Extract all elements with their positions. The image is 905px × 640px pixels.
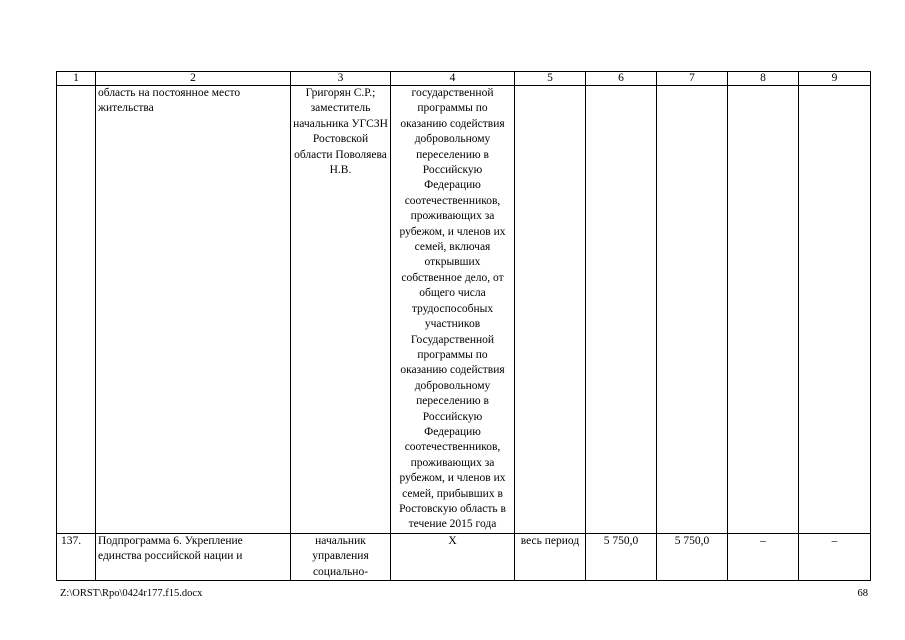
amount-cell: 5 750,0 xyxy=(586,533,657,580)
indicator-cell: государственной программы по оказанию содействия добровольному переселению в Российскую Федерацию соотечественников, проживающих за рубежом, и членов их семей, включая открывших собственное дело, от общего числа трудоспособных участников Государственной программы по оказанию содействия добровольному переселению в Российскую Федерацию соотечественников, проживающих за рубежом, и членов их семей, прибывших в Ростовскую область в течение 2015 года xyxy=(391,86,515,534)
page-number: 68 xyxy=(857,588,868,599)
header-cell: 6 xyxy=(586,72,657,86)
amount-cell xyxy=(728,86,799,534)
header-cell: 3 xyxy=(291,72,391,86)
amount-cell xyxy=(586,86,657,534)
period-cell: весь период xyxy=(515,533,586,580)
header-cell: 8 xyxy=(728,72,799,86)
table-row xyxy=(57,533,871,580)
amount-cell: 5 750,0 xyxy=(657,533,728,580)
header-cell: 1 xyxy=(57,72,96,86)
amount-cell: – xyxy=(728,533,799,580)
header-cell: 7 xyxy=(657,72,728,86)
header-cell: 9 xyxy=(799,72,871,86)
responsible-cell: Григорян С.Р.; заместитель начальника УГСЗН Ростовской области Поволяева Н.В. xyxy=(291,86,391,534)
header-cell: 5 xyxy=(515,72,586,86)
footer-file-path: Z:\ORST\Rpo\0424r177.f15.docx xyxy=(60,588,203,599)
indicator-cell: Х xyxy=(391,533,515,580)
header-cell: 2 xyxy=(96,72,291,86)
row-number-cell: 137. xyxy=(57,533,96,580)
header-cell: 4 xyxy=(391,72,515,86)
table-row xyxy=(57,86,871,534)
amount-cell xyxy=(799,86,871,534)
amount-cell: – xyxy=(799,533,871,580)
responsible-cell: начальник управления социально- xyxy=(291,533,391,580)
amount-cell xyxy=(657,86,728,534)
header-row xyxy=(57,72,871,86)
activity-cell: область на постоянное место жительства xyxy=(96,86,291,534)
data-table xyxy=(56,71,871,581)
period-cell xyxy=(515,86,586,534)
row-number-cell xyxy=(57,86,96,534)
activity-cell: Подпрограмма 6. Укрепление единства российской нации и xyxy=(96,533,291,580)
